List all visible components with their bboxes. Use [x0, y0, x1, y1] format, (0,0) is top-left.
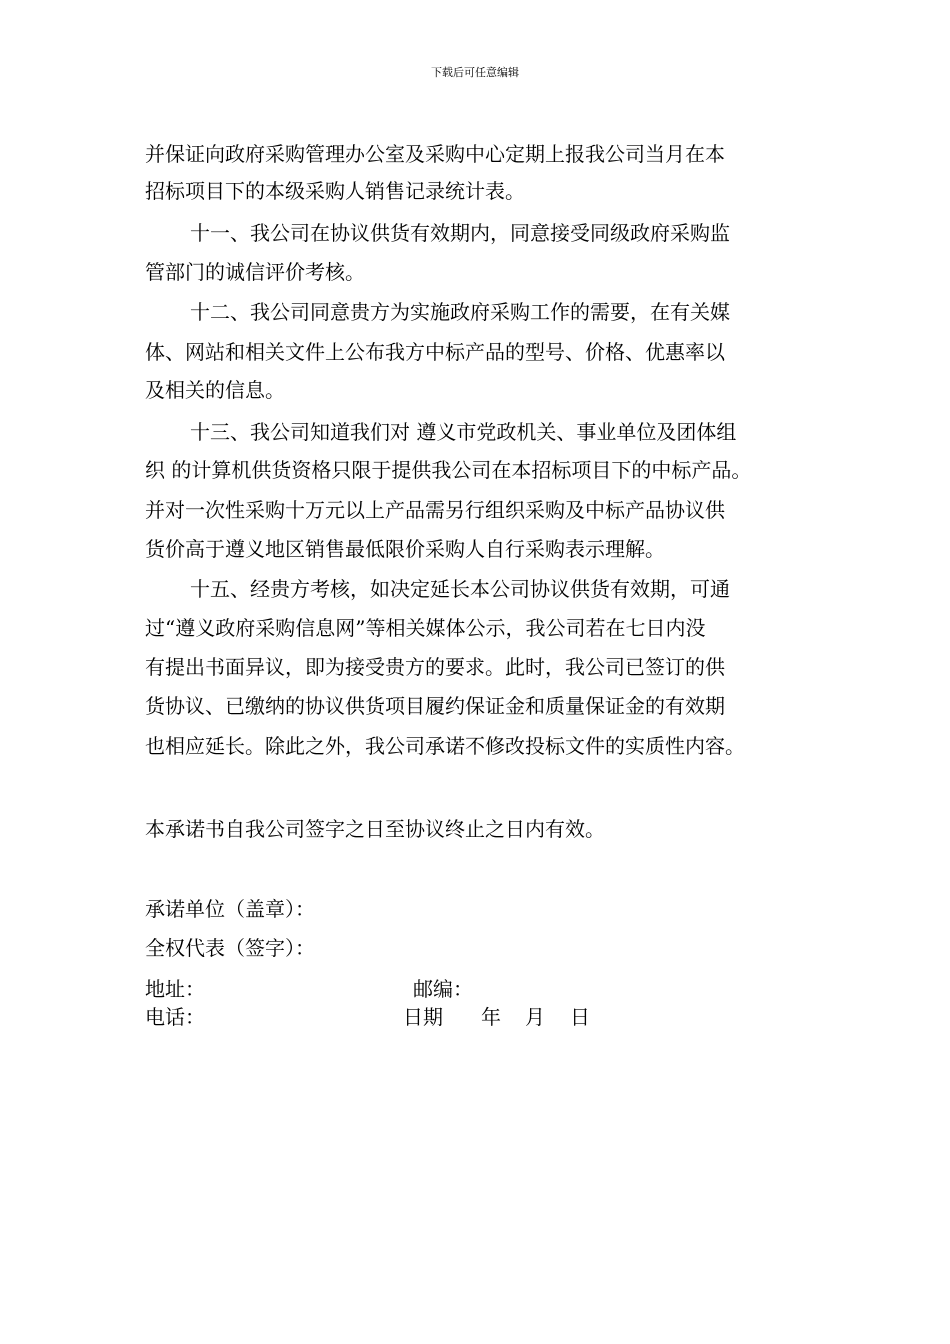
- body-line: 织 的计算机供货资格只限于提供我公司在本招标项目下的中标产品。: [145, 458, 752, 482]
- body-line: 并保证向政府采购管理办公室及采购中心定期上报我公司当月在本: [145, 142, 725, 166]
- body-line: 过“遵义政府采购信息网”等相关媒体公示，我公司若在七日内没: [145, 616, 706, 640]
- phone-label: 电话：: [145, 1005, 205, 1029]
- validity-statement: 本承诺书自我公司签字之日至协议终止之日内有效。: [145, 817, 605, 841]
- month-label: 月: [525, 1005, 545, 1029]
- body-line: 并对一次性采购十万元以上产品需另行组织采购及中标产品协议供: [145, 498, 725, 522]
- page-header: 下载后可任意编辑: [431, 66, 519, 79]
- body-line: 管部门的诚信评价考核。: [145, 260, 365, 284]
- body-line: 有提出书面异议，即为接受贵方的要求。此时，我公司已签订的供: [145, 655, 725, 679]
- clause-11-line: 十一、我公司在协议供货有效期内，同意接受同级政府采购监: [190, 221, 730, 245]
- body-line: 及相关的信息。: [145, 378, 285, 402]
- body-line: 招标项目下的本级采购人销售记录统计表。: [145, 179, 525, 203]
- postcode-label: 邮编：: [413, 977, 473, 1001]
- clause-15-line: 十五、经贵方考核，如决定延长本公司协议供货有效期，可通: [190, 577, 730, 601]
- date-label: 日期: [403, 1005, 443, 1029]
- body-line: 体、网站和相关文件上公布我方中标产品的型号、价格、优惠率以: [145, 340, 725, 364]
- body-line: 货协议、已缴纳的协议供货项目履约保证金和质量保证金的有效期: [145, 694, 725, 718]
- body-line: 货价高于遵义地区销售最低限价采购人自行采购表示理解。: [145, 537, 665, 561]
- day-label: 日: [570, 1005, 590, 1029]
- commitment-unit-label: 承诺单位（盖章）：: [145, 897, 315, 921]
- clause-13-line: 十三、我公司知道我们对 遵义市党政机关、事业单位及团体组: [190, 420, 737, 444]
- clause-12-line: 十二、我公司同意贵方为实施政府采购工作的需要，在有关媒: [190, 300, 730, 324]
- year-label: 年: [481, 1005, 501, 1029]
- representative-label: 全权代表（签字）：: [145, 936, 315, 960]
- address-label: 地址：: [145, 977, 205, 1001]
- body-line: 也相应延长。除此之外，我公司承诺不修改投标文件的实质性内容。: [145, 734, 745, 758]
